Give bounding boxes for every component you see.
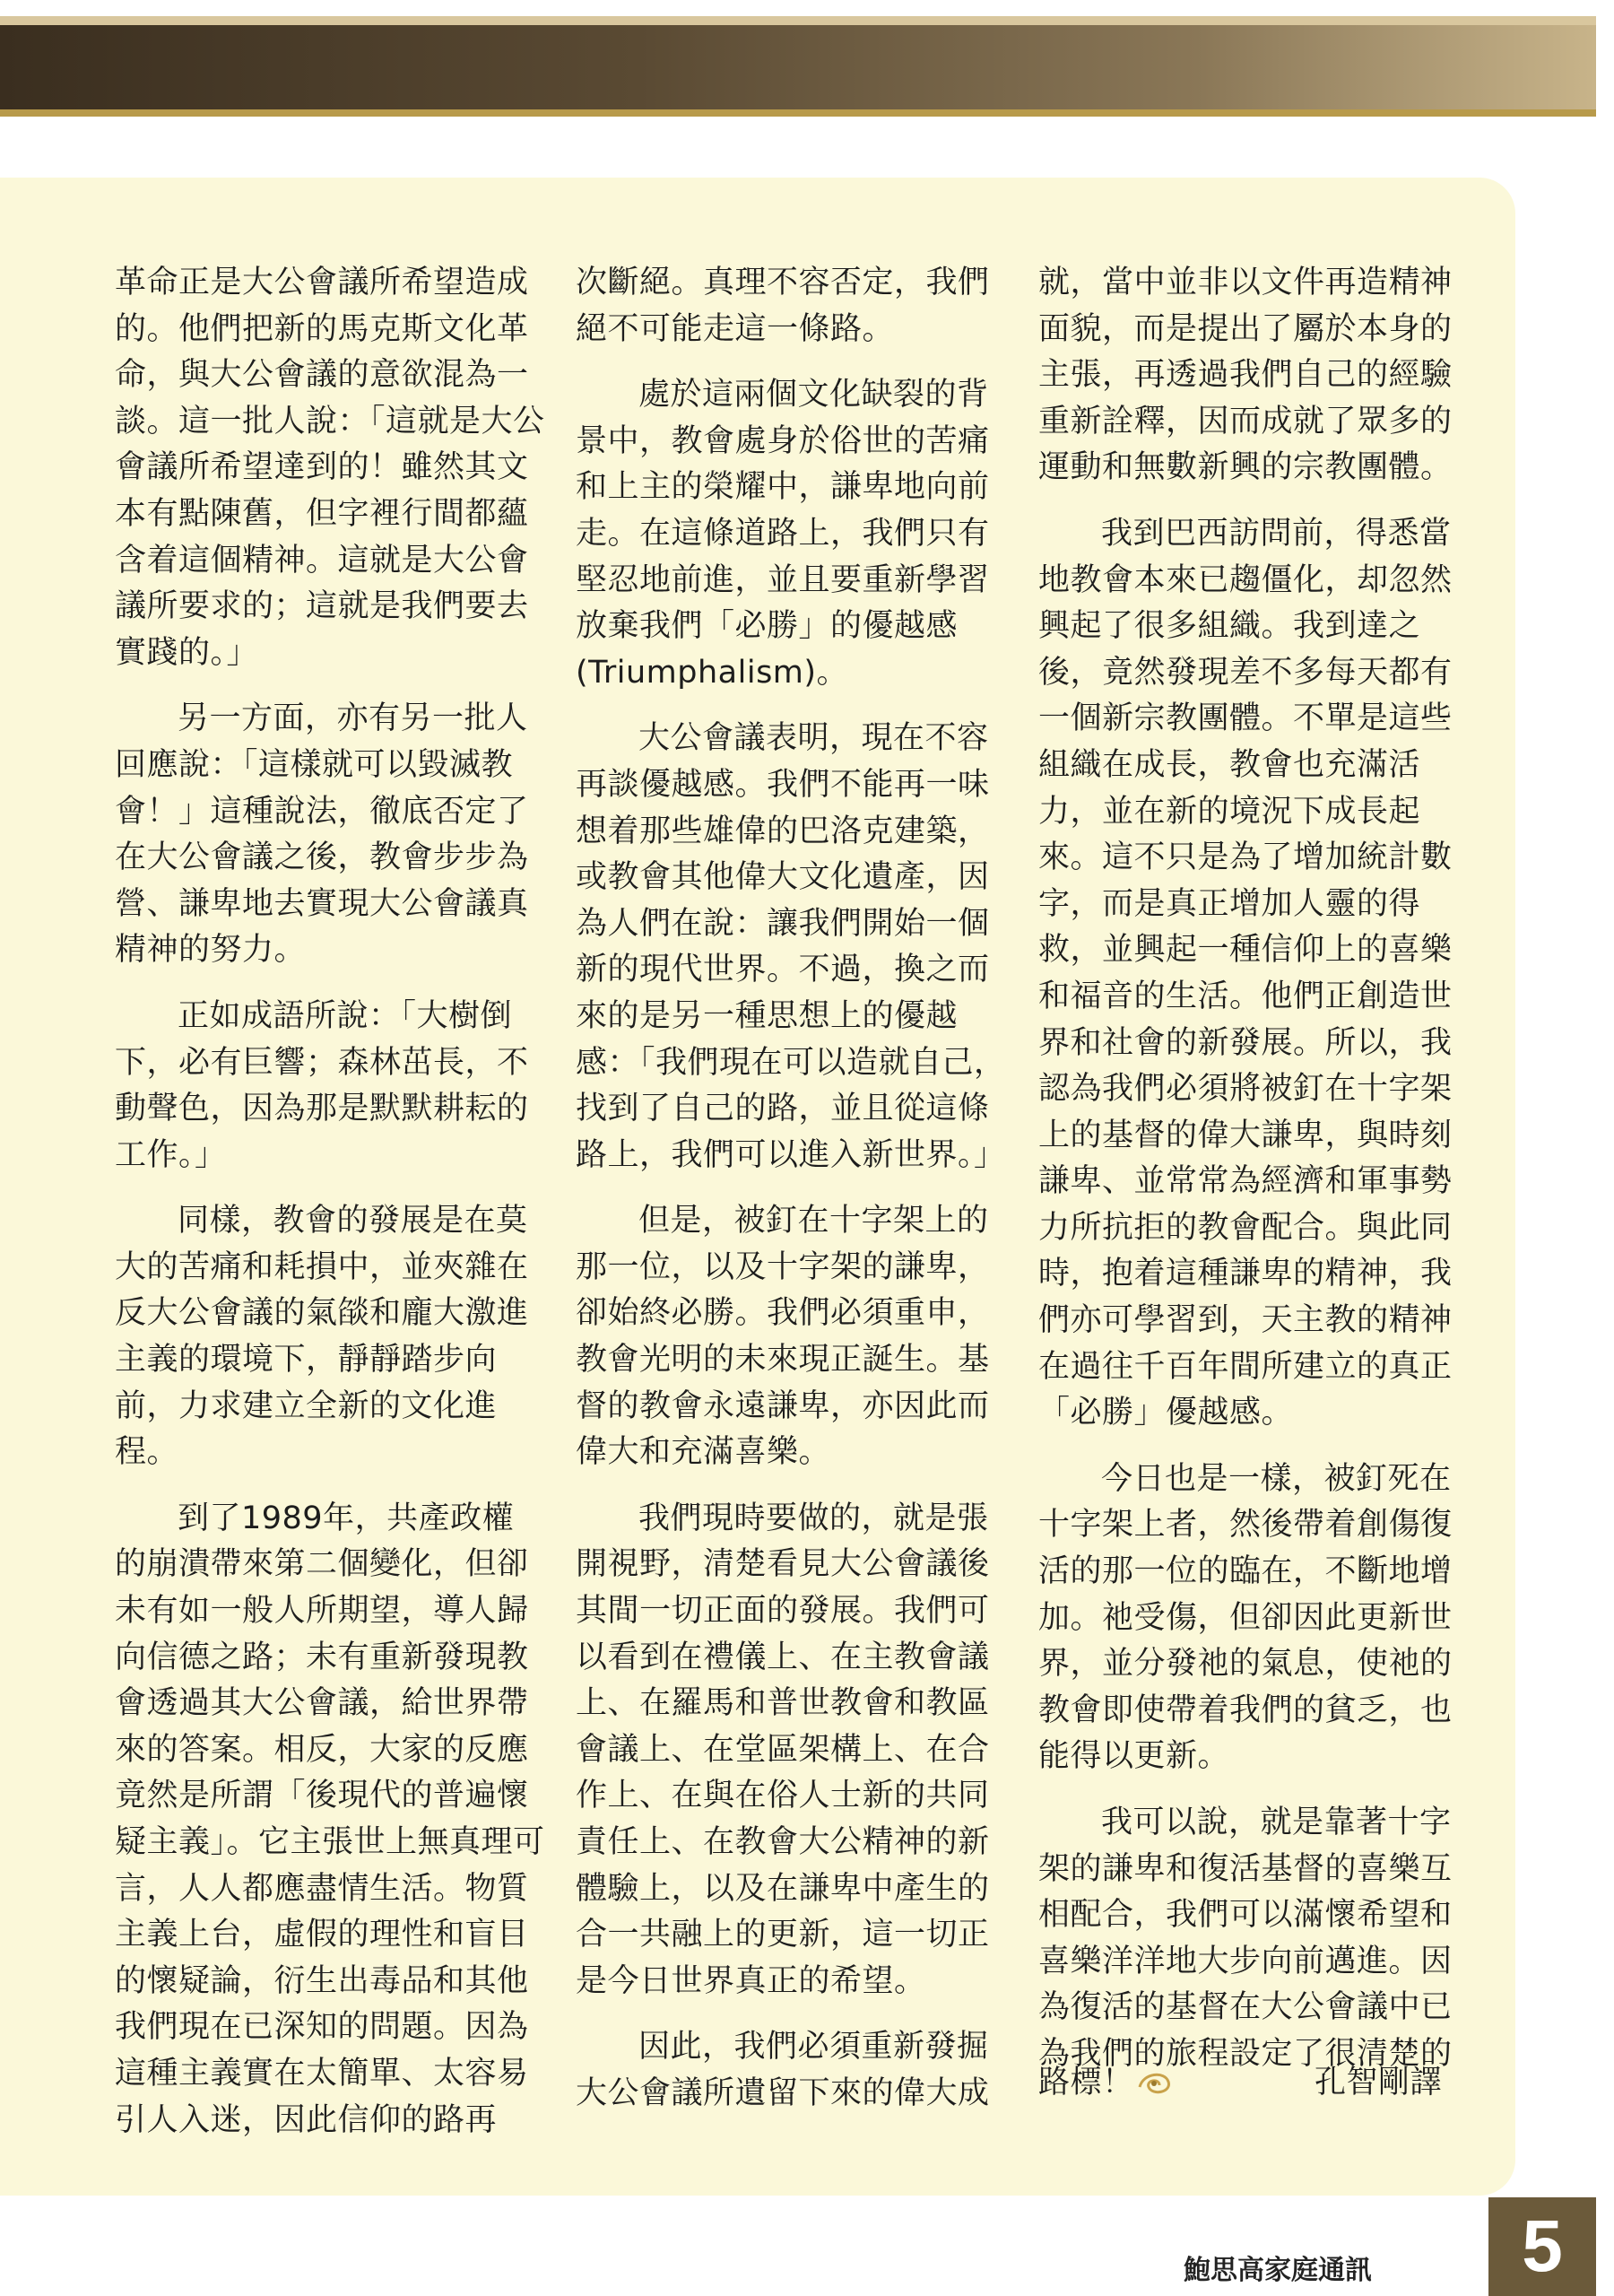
article-column-1 — [115, 260, 545, 2163]
article-column-2 — [576, 260, 1006, 2137]
paragraph: 因此，我們必須重新發掘大公會議所遺留下來的偉大成 — [576, 2029, 990, 2111]
paragraph: 到了1989年，共產政權的崩潰帶來第二個變化，但卻未有如一般人所期望，導人歸向信德之路；未有重新發現教會透過其大公會議，給世界帶來的答案。相反，大家的反應竟然是所謂「後現代的普遍懷疑主義」。它主張世上無真理可言，人人都應盡情生活。物質主義上台，虛假的理性和盲目的懷疑論，衍生出毒品和其他我們現在已深知的問題。因為這種主義實在太簡單、太容易引人入迷，因此信仰的路再 — [115, 1500, 545, 2138]
closing-label: 路標！ — [1038, 2064, 1134, 2100]
translator-credit: 孔智剛譯 — [1314, 2064, 1442, 2100]
paragraph: 正如成語所說：「大樹倒下，必有巨響；森林茁長，不動聲色，因為那是默默耕耘的工作。」 — [115, 997, 529, 1173]
page-number-box — [1488, 2197, 1596, 2296]
header-band — [0, 16, 1596, 117]
paragraph: 今日也是一樣，被釘死在十字架上者，然後帶着創傷復活的那一位的臨在，不斷地增加。祂受傷，但卻因此更新世界，並分發祂的氣息，使祂的教會即使帶着我們的貧乏，也能得以更新。 — [1038, 1460, 1453, 1775]
page-number: 5 — [1522, 2205, 1563, 2287]
article-column-3 — [1038, 260, 1469, 2106]
paragraph: 但是，被釘在十字架上的那一位，以及十字架的謙卑，卻始終必勝。我們必須重申，教會光明的未來現正誕生。基督的教會永遠謙卑，亦因此而偉大和充滿喜樂。 — [576, 1203, 990, 1471]
paragraph: 我到巴西訪問前，得悉當地教會本來已趨僵化，却忽然興起了很多組織。我到達之後，竟然發現差不多每天都有一個新宗教團體。不單是這些組織在成長，教會也充滿活力，並在新的境況下成長起來。這不只是為了增加統計數字，而是真正增加人靈的得救，並興起一種信仰上的喜樂和福音的生活。他們正創造世界和社會的新發展。所以，我認為我們必須將被釘在十字架上的基督的偉大謙卑，與時刻謙卑、並常常為經濟和軍事勢力所抗拒的教會配合。與此同時，抱着這種謙卑的精神，我們亦可學習到，天主教的精神在過往千百年間所建立的真正「必勝」優越感。 — [1038, 515, 1453, 1431]
paragraph: 革命正是大公會議所希望造成的。他們把新的馬克斯文化革命，與大公會議的意欲混為一談。這一批人說：「這就是大公會議所希望達到的！雖然其文本有點陳舊，但字裡行間都蘊含着這個精神。這就是大公會議所要求的；這就是我們要去實踐的。」 — [115, 265, 545, 671]
paragraph: 我可以說，就是靠著十字架的謙卑和復活基督的喜樂互相配合，我們可以滿懷希望和喜樂洋洋地大步向前邁進。因為復活的基督在大公會議中已為我們的旅程設定了很清楚的 — [1038, 1805, 1453, 2072]
publication-title: 鮑思高家庭通訊 — [1184, 2255, 1372, 2286]
closing-text — [1038, 2060, 1176, 2107]
paragraph: 另一方面，亦有另一批人回應說：「這樣就可以毀滅教會！」這種說法，徹底否定了在大公會議之後，教會步步為營、謙卑地去實現大公會議真精神的努力。 — [115, 700, 529, 969]
paragraph: 我們現時要做的，就是張開視野，清楚看見大公會議後其間一切正面的發展。我們可以看到在禮儀上、在主教會議上、在羅馬和普世教會和教區會議上、在堂區架構上、在合作上、在與在俗人士新的共同責任上、在教會大公精神的新體驗上，以及在謙卑中產生的合一共融上的更新，這一切正是今日世界真正的希望。 — [576, 1500, 990, 1999]
paragraph: 同樣，教會的發展是在莫大的苦痛和耗損中，並夾雜在反大公會議的氣燄和龐大激進主義的環境下，靜靜踏步向前，力求建立全新的文化進程。 — [115, 1203, 529, 1471]
paragraph: 處於這兩個文化缺裂的背景中，教會處身於俗世的苦痛和上主的榮耀中，謙卑地向前走。在這條道路上，我們只有堅忍地前進，並且要重新學習放棄我們「必勝」的優越感(Triumphalism)。 — [576, 377, 990, 691]
paragraph: 次斷絕。真理不容否定，我們絕不可能走這一條路。 — [576, 265, 990, 347]
paragraph: 大公會議表明，現在不容再談優越感。我們不能再一味想着那些雄偉的巴洛克建築，或教會其他偉大文化遺產，因為人們在說：讓我們開始一個新的現代世界。不過，換之而來的是另一種思想上的優越感：「我們現在可以造就自己，找到了自己的路，並且從這條路上，我們可以進入新世界。」 — [576, 720, 1006, 1173]
swirl-ornament-icon — [1134, 2067, 1176, 2100]
paragraph: 就，當中並非以文件再造精神面貌，而是提出了屬於本身的主張，再透過我們自己的經驗重新詮釋，因而成就了眾多的運動和無數新興的宗教團體。 — [1038, 265, 1453, 486]
